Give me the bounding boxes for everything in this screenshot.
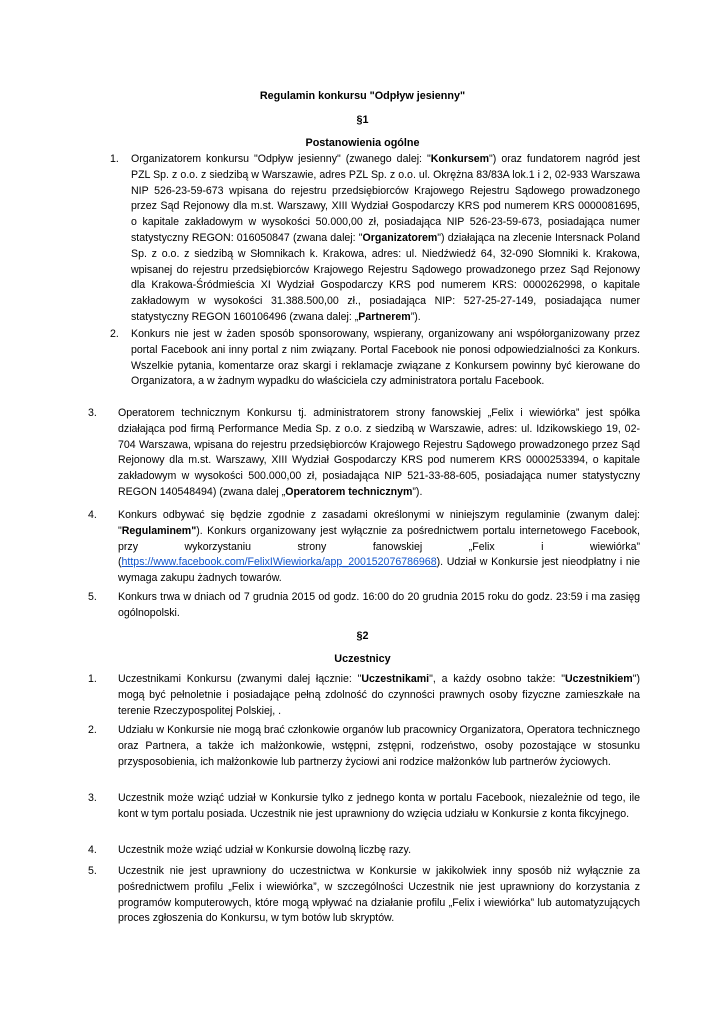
s1-item-4-text-d: ). Udział w Konkursie jest nieodpłatny i nie wymaga zakupu żadnych towarów. xyxy=(118,556,640,585)
section-1-title: Postanowienia ogólne xyxy=(305,137,420,149)
s1-item-1-text-g: ”). xyxy=(410,310,421,323)
term-operator-techniczny: Operatorem technicznym xyxy=(285,485,413,498)
s1-item-3-number: 3. xyxy=(88,407,97,419)
s1-item-2: Konkurs nie jest w żaden sposób sponsorowany, wspierany, organizowany ani współorganizowany przez portal Facebook ani inny portal z nim związany. Portal Facebook nie ponosi odpowiedzialności za Konkurs. Wszelkie pytania, komentarze oraz skargi i reklamacje związane z Konkursem powinny być kierowane do Organizatora, a w żadnym wypadku do właściciela czy administratora portalu Facebook. xyxy=(131,328,640,388)
s2-item-5: Uczestnik nie jest uprawniony do uczestnictwa w Konkursie w jakikolwiek inny sposób niż wyłącznie za pośrednictwem profilu „Felix i wiewiórka”, w szczególności Uczestnik nie jest uprawniony do korzystania z programów komputerowych, które mogą wpływać na działanie profilu „Felix i wiewiórka” lub automatyzujących proces zgłoszenia do Konkursu, w tym botów lub skryptów. xyxy=(118,865,640,925)
s2-item-2-number: 2. xyxy=(88,724,97,736)
term-regulamin: Regulaminem" xyxy=(121,524,197,537)
s1-item-4-text-c: ). Konkurs organizowany jest wyłącznie za pośrednictwem portalu internetowego Facebook, przy wykorzystaniu strony fanowskiej „Felix i wiewiórka” ( xyxy=(118,524,640,569)
s1-item-1-number: 1. xyxy=(110,153,119,165)
term-uczestnik: Uczestnikiem xyxy=(564,673,633,685)
section-2-title: Uczestnicy xyxy=(334,653,391,665)
s1-item-1 xyxy=(131,152,640,326)
s2-item-4-number: 4. xyxy=(88,844,97,856)
section-2-number: §2 xyxy=(356,630,369,642)
s2-item-1 xyxy=(118,672,640,719)
facebook-app-link[interactable]: https://www.facebook.com/FelixIWiewiorka/app_200152076786968 xyxy=(121,556,437,569)
s1-item-4-text-a: Konkurs odbywać się będzie zgodnie z zasadami określonymi w niniejszym regulaminie (zwanym dalej: " xyxy=(118,509,640,537)
s2-item-3: Uczestnik może wziąć udział w Konkursie tylko z jednego konta w portalu Facebook, niezależnie od tego, ile kont w tym portalu posiada. Uczestnik nie jest uprawniony do wzięcia udziału w Konkursie z konta fikcyjnego. xyxy=(118,792,640,820)
s1-item-1-text-a: Organizatorem konkursu "Odpływ jesienny" (zwanego dalej: " xyxy=(131,153,431,165)
s2-item-5-number: 5. xyxy=(88,865,97,877)
s1-item-5-number: 5. xyxy=(88,591,97,603)
term-partner: Partnerem xyxy=(358,310,411,323)
section-1-number: §1 xyxy=(356,114,369,126)
s2-item-1-text-c: ", a każdy osobno także: " xyxy=(429,673,565,685)
s1-item-4-number: 4. xyxy=(88,509,97,521)
s1-item-3-text-a: Operatorem technicznym Konkursu tj. administratorem strony fanowskiej „Felix i wiewiórka” jest spółka działająca pod firmą Performance Media Sp. z o.o. z siedzibą w Warszawie, adres: ul. Idzikowskiego 19, 02-704 Warszawa, wpisana do rejestru przedsiębiorców Krajowego Rejestru Sądowego prowadzonego przez Sąd Rejonowy dla m.st. Warszawy, XIII Wydział Gospodarczy KRS pod numerem KRS 0000253394, o kapitale zakładowym w wysokości 500.000,00 zł, posiadająca NIP 521-33-88-605, posiadająca numer statystyczny REGON 140548494) (zwana dalej „ xyxy=(118,407,640,498)
s1-item-3-text-c: ”). xyxy=(412,485,423,498)
s2-item-2: Udziału w Konkursie nie mogą brać członkowie organów lub pracownicy Organizatora, Operatora technicznego oraz Partnera, a także ich małżonkowie, wstępni, zstępni, rodzeństwo, osoby pozostające w stosunku przysposobienia, ich małżonkowie lub partnerzy życiowi ani rodzice małżonków lub partnerów życiowych. xyxy=(118,724,640,768)
s2-item-3-number: 3. xyxy=(88,792,97,804)
s2-item-1-text-a: Uczestnikami Konkursu (zwanymi dalej łącznie: " xyxy=(118,673,362,685)
document-title: Regulamin konkursu "Odpływ jesienny" xyxy=(259,90,466,102)
s1-item-3 xyxy=(118,406,640,501)
s1-item-5: Konkurs trwa w dniach od 7 grudnia 2015 od godz. 16:00 do 20 grudnia 2015 roku do godz. 23:59 i ma zasięg ogólnopolski. xyxy=(118,591,640,619)
term-konkurs: Konkursem xyxy=(430,153,490,165)
s1-item-4 xyxy=(118,508,640,587)
s1-item-1-text-c: ") oraz fundatorem nagród jest PZL Sp. z o.o. z siedzibą w Warszawie, adres PZL Sp. z o.o. ul. Okrężna 83/83A lok.1 i 2, 02-933 Warszawa NIP 526-23-59-673 wpisana do rejestru przedsiębiorców Krajowego Rejestru Sądowego prowadzonego przez Sąd Rejonowy dla m.st. Warszawy, XIII Wydział Gospodarczy KRS pod numerem KRS 0000081695, o kapitale zakładowym w wysokości 50.000,00 zł, posiadająca NIP 526-23-59-673, posiadająca numer statystyczny REGON: 016050847 (zwana dalej: " xyxy=(131,153,640,244)
s1-item-2-number: 2. xyxy=(110,328,119,340)
s2-item-4: Uczestnik może wziąć udział w Konkursie dowolną liczbę razy. xyxy=(118,844,412,856)
s1-item-1-text-e: ") działająca na zlecenie Intersnack Poland Sp. z o.o. z siedzibą w Słomnikach k. Krakowa, adres: ul. Niedźwiedź 64, 32-090 Słomniki k. Krakowa, wpisanej do rejestru przedsiębiorców Krajowego Rejestru Sądowego prowadzonego przez Sąd Rejonowy dla Krakowa-Śródmieścia XI Wydział Gospodarczy KRS pod numerem KRS: 0000262998, o kapitale zakładowym w wysokości 31.388.500,00 zł., posiadająca NIP: 527-25-27-149, posiadająca numer statystyczny REGON 160106496 (zwana dalej: „ xyxy=(131,231,640,323)
term-organizator: Organizatorem xyxy=(362,231,438,244)
s2-item-1-text-e: ") mogą być pełnoletnie i posiadające pełną zdolność do czynności prawnych osoby fizyczne zamieszkałe na terenie Rzeczypospolitej Polskiej, . xyxy=(118,673,640,717)
s2-item-1-number: 1. xyxy=(88,673,97,685)
term-uczestnicy: Uczestnikami xyxy=(361,673,430,685)
